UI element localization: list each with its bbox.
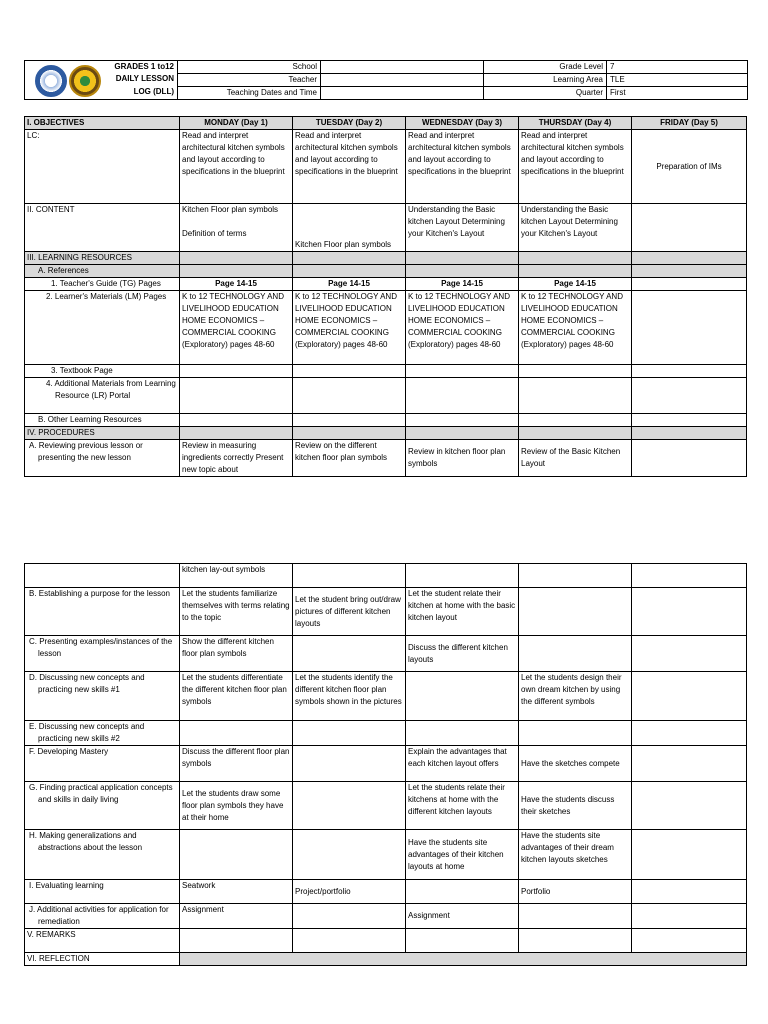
procedure-d-cell[interactable]	[632, 672, 747, 721]
blank-cell[interactable]	[406, 378, 519, 414]
content-heading: II. CONTENT	[25, 204, 180, 252]
procedure-g-cell[interactable]	[293, 782, 406, 830]
procedure-a-cell[interactable]: Review on the different kitchen floor plan symbols	[293, 440, 406, 477]
blank-cell[interactable]	[180, 721, 293, 746]
procedure-h-cell[interactable]: Have the students site advantages of their kitchen layouts at home	[406, 830, 519, 880]
lc-cell[interactable]: Read and interpret architectural kitchen symbols and layout according to specifications in the blueprint	[519, 130, 632, 204]
tg-pages-cell[interactable]: Page 14-15	[180, 278, 293, 291]
blank-cell[interactable]	[180, 378, 293, 414]
lm-pages-cell[interactable]: K to 12 TECHNOLOGY AND LIVELIHOOD EDUCATION HOME ECONOMICS – COMMERCIAL COOKING (Exploratory) pages 48-60	[406, 291, 519, 365]
references-heading: A. References	[25, 265, 180, 278]
blank-cell[interactable]	[180, 414, 293, 427]
procedure-b-cell[interactable]: Let the student relate their kitchen at home with the basic kitchen layout	[406, 588, 519, 636]
procedure-f-cell[interactable]: Discuss the different floor plan symbols	[180, 746, 293, 782]
procedure-i-label: I. Evaluating learning	[25, 880, 180, 904]
procedure-g-cell[interactable]: Let the students draw some floor plan symbols they have at their home	[180, 782, 293, 830]
procedure-g-cell[interactable]: Let the students relate their kitchens at home with the different kitchen layouts	[406, 782, 519, 830]
tg-pages-cell[interactable]: Page 14-15	[293, 278, 406, 291]
blank-cell[interactable]	[632, 365, 747, 378]
procedure-h-cell[interactable]: Have the students site advantages of their dream kitchen layouts sketches	[519, 830, 632, 880]
header-title-line1: GRADES 1 to12	[114, 62, 174, 71]
blank-cell[interactable]	[519, 721, 632, 746]
blank-cell[interactable]	[519, 378, 632, 414]
content-cell[interactable]: Kitchen Floor plan symbols	[293, 204, 406, 252]
lm-pages-cell[interactable]: K to 12 TECHNOLOGY AND LIVELIHOOD EDUCATION HOME ECONOMICS – COMMERCIAL COOKING (Exploratory) pages 48-60	[180, 291, 293, 365]
lc-cell[interactable]: Preparation of IMs	[632, 130, 747, 204]
blank-cell	[406, 252, 519, 265]
blank-cell	[632, 427, 747, 440]
procedure-i-cell[interactable]	[632, 880, 747, 904]
procedure-f-cell[interactable]: Have the sketches compete	[519, 746, 632, 782]
content-cell[interactable]: Understanding the Basic kitchen Layout Determining your Kitchen's Layout	[406, 204, 519, 252]
content-cell[interactable]: Kitchen Floor plan symbols Definition of terms	[180, 204, 293, 252]
procedure-h-label: H. Making generalizations and abstractions about the lesson	[25, 830, 180, 880]
blank-cell	[25, 564, 180, 588]
procedures-heading: IV. PROCEDURES	[25, 427, 180, 440]
blank-cell[interactable]	[293, 414, 406, 427]
lc-cell[interactable]: Read and interpret architectural kitchen symbols and layout according to specifications in the blueprint	[406, 130, 519, 204]
procedure-a-cell[interactable]: Review of the Basic Kitchen Layout	[519, 440, 632, 477]
blank-cell[interactable]	[519, 414, 632, 427]
lm-pages-cell[interactable]: K to 12 TECHNOLOGY AND LIVELIHOOD EDUCATION HOME ECONOMICS – COMMERCIAL COOKING (Exploratory) pages 48-60	[519, 291, 632, 365]
procedure-a-cell[interactable]: Review in kitchen floor plan symbols	[406, 440, 519, 477]
procedure-a-cont-cell[interactable]: kitchen lay-out symbols	[180, 564, 293, 588]
learning-area-label: Learning Area	[484, 74, 607, 87]
procedure-c-cell[interactable]	[632, 636, 747, 672]
blank-cell[interactable]	[406, 929, 519, 953]
procedure-j-cell[interactable]: Assignment	[180, 904, 293, 929]
procedure-f-label: F. Developing Mastery	[25, 746, 180, 782]
procedure-i-cell[interactable]: Portfolio	[519, 880, 632, 904]
content-cell[interactable]	[632, 204, 747, 252]
blank-cell[interactable]	[632, 378, 747, 414]
school-value[interactable]	[321, 61, 484, 74]
blank-cell[interactable]	[632, 929, 747, 953]
tg-pages-cell[interactable]: Page 14-15	[519, 278, 632, 291]
day-header-friday: FRIDAY (Day 5)	[632, 117, 747, 130]
procedure-d-label: D. Discussing new concepts and practicing new skills #1	[25, 672, 180, 721]
grade-level-value[interactable]: 7	[607, 61, 748, 74]
procedure-h-cell[interactable]	[180, 830, 293, 880]
blank-cell[interactable]	[293, 365, 406, 378]
procedure-a-cont-cell[interactable]	[406, 564, 519, 588]
lc-cell[interactable]: Read and interpret architectural kitchen symbols and layout according to specifications in the blueprint	[180, 130, 293, 204]
procedure-c-cell[interactable]	[519, 636, 632, 672]
procedure-c-cell[interactable]: Show the different kitchen floor plan symbols	[180, 636, 293, 672]
additional-materials-label: 4. Additional Materials from Learning Resource (LR) Portal	[25, 378, 180, 414]
teacher-label: Teacher	[178, 74, 321, 87]
tg-pages-cell[interactable]: Page 14-15	[406, 278, 519, 291]
day-header-monday: MONDAY (Day 1)	[180, 117, 293, 130]
procedure-f-cell[interactable]: Explain the advantages that each kitchen layout offers	[406, 746, 519, 782]
procedure-b-cell[interactable]: Let the student bring out/draw pictures of different kitchen layouts	[293, 588, 406, 636]
header-title-line3: LOG (DLL)	[133, 87, 174, 96]
procedure-g-label: G. Finding practical application concepts and skills in daily living	[25, 782, 180, 830]
learning-area-value[interactable]: TLE	[607, 74, 748, 87]
procedure-b-cell[interactable]: Let the students familiarize themselves with terms relating to the topic	[180, 588, 293, 636]
blank-cell[interactable]	[406, 721, 519, 746]
school-label: School	[178, 61, 321, 74]
lm-pages-cell[interactable]: K to 12 TECHNOLOGY AND LIVELIHOOD EDUCATION HOME ECONOMICS – COMMERCIAL COOKING (Exploratory) pages 48-60	[293, 291, 406, 365]
procedure-c-cell[interactable]: Discuss the different kitchen layouts	[406, 636, 519, 672]
blank-cell	[293, 265, 406, 278]
procedure-d-cell[interactable]	[406, 672, 519, 721]
procedure-j-cell[interactable]: Assignment	[406, 904, 519, 929]
day-header-tuesday: TUESDAY (Day 2)	[293, 117, 406, 130]
procedure-a-label: A. Reviewing previous lesson or presenting the new lesson	[25, 440, 180, 477]
procedure-c-label: C. Presenting examples/instances of the lesson	[25, 636, 180, 672]
grade-level-label: Grade Level	[484, 61, 607, 74]
objectives-heading: I. OBJECTIVES	[25, 117, 180, 130]
procedure-d-cell[interactable]: Let the students differentiate the different kitchen floor plan symbols	[180, 672, 293, 721]
quarter-label: Quarter	[484, 87, 607, 100]
procedure-a-cell[interactable]: Review in measuring ingredients correctly Present new topic about	[180, 440, 293, 477]
blank-cell	[180, 252, 293, 265]
teaching-dates-value[interactable]	[321, 87, 484, 100]
blank-cell	[406, 427, 519, 440]
blank-cell	[519, 265, 632, 278]
procedure-f-cell[interactable]	[632, 746, 747, 782]
procedure-c-cell[interactable]	[293, 636, 406, 672]
teaching-dates-label: Teaching Dates and Time	[178, 87, 321, 100]
blank-cell[interactable]	[632, 721, 747, 746]
blank-cell	[519, 427, 632, 440]
learning-resources-heading: III. LEARNING RESOURCES	[25, 252, 180, 265]
blank-cell	[180, 427, 293, 440]
procedure-i-cell[interactable]: Project/portfolio	[293, 880, 406, 904]
procedure-d-cell[interactable]: Let the students identify the different kitchen floor plan symbols shown in the pictures	[293, 672, 406, 721]
blank-cell[interactable]	[180, 929, 293, 953]
blank-cell[interactable]	[293, 929, 406, 953]
blank-cell	[632, 265, 747, 278]
blank-cell[interactable]	[293, 721, 406, 746]
procedure-d-cell[interactable]: Let the students design their own dream kitchen by using the different symbols	[519, 672, 632, 721]
procedure-b-cell[interactable]	[519, 588, 632, 636]
blank-cell[interactable]	[293, 378, 406, 414]
procedure-j-cell[interactable]	[519, 904, 632, 929]
procedure-j-cell[interactable]	[632, 904, 747, 929]
procedure-f-cell[interactable]	[293, 746, 406, 782]
blank-cell	[180, 265, 293, 278]
blank-cell	[632, 252, 747, 265]
procedure-i-cell[interactable]: Seatwork	[180, 880, 293, 904]
quarter-value[interactable]: First	[607, 87, 748, 100]
blank-cell[interactable]	[632, 414, 747, 427]
tg-pages-cell[interactable]	[632, 278, 747, 291]
procedure-b-cell[interactable]	[632, 588, 747, 636]
reflection-heading: VI. REFLECTION	[25, 953, 180, 966]
blank-cell[interactable]	[180, 365, 293, 378]
blank-cell	[519, 252, 632, 265]
procedure-h-cell[interactable]	[632, 830, 747, 880]
procedure-i-cell[interactable]	[406, 880, 519, 904]
procedure-b-label: B. Establishing a purpose for the lesson	[25, 588, 180, 636]
day-header-wednesday: WEDNESDAY (Day 3)	[406, 117, 519, 130]
blank-cell	[293, 252, 406, 265]
header-title-line2: DAILY LESSON	[115, 74, 174, 83]
procedure-h-cell[interactable]	[293, 830, 406, 880]
procedure-a-cell[interactable]	[632, 440, 747, 477]
blank-cell[interactable]	[519, 365, 632, 378]
teachers-guide-label: 1. Teacher's Guide (TG) Pages	[25, 278, 180, 291]
lc-cell[interactable]: Read and interpret architectural kitchen symbols and layout according to specifications in the blueprint	[293, 130, 406, 204]
textbook-page-label: 3. Textbook Page	[25, 365, 180, 378]
blank-cell	[406, 265, 519, 278]
learners-materials-label: 2. Learner's Materials (LM) Pages	[25, 291, 180, 365]
procedure-e-label: E. Discussing new concepts and practicing new skills #2	[25, 721, 180, 746]
remarks-heading: V. REMARKS	[25, 929, 180, 953]
day-header-thursday: THURSDAY (Day 4)	[519, 117, 632, 130]
procedure-j-label: J. Additional activities for application for remediation	[25, 904, 180, 929]
lm-pages-cell[interactable]	[632, 291, 747, 365]
dll-main-table-page2	[24, 563, 747, 966]
procedure-a-cont-cell[interactable]	[632, 564, 747, 588]
procedure-j-cell[interactable]	[293, 904, 406, 929]
procedure-g-cell[interactable]: Have the students discuss their sketches	[519, 782, 632, 830]
reflection-bar	[180, 953, 747, 966]
content-cell[interactable]: Understanding the Basic kitchen Layout Determining your Kitchen's Layout	[519, 204, 632, 252]
procedure-a-cont-cell[interactable]	[293, 564, 406, 588]
blank-cell[interactable]	[406, 365, 519, 378]
procedure-a-cont-cell[interactable]	[519, 564, 632, 588]
other-resources-label: B. Other Learning Resources	[25, 414, 180, 427]
blank-cell	[293, 427, 406, 440]
blank-cell[interactable]	[519, 929, 632, 953]
procedure-g-cell[interactable]	[632, 782, 747, 830]
dll-main-table-page1	[24, 116, 747, 477]
blank-cell[interactable]	[406, 414, 519, 427]
teacher-value[interactable]	[321, 74, 484, 87]
lc-label: LC:	[25, 130, 180, 204]
